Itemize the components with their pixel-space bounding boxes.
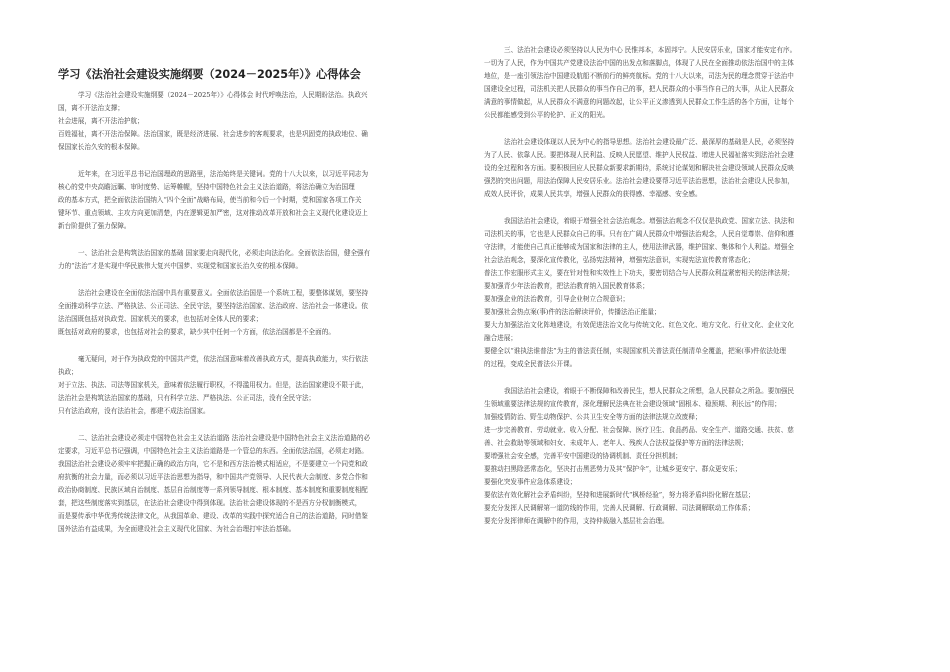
text-line: 设的全过程和各方面。要积极回应人民群众新要求新期待，系统讨论谋划和解决社会建设领域人民群众反映: [484, 164, 794, 172]
text-line: 法治社会是构筑法治国家的基础，只有科学立法、严格执法、公正司法，没有全民守法；: [58, 394, 316, 402]
text-line: 政治协商制度、民族区域自治制度、基层自治制度等一系列领导制度、根本制度、基本制度和重要制度相配: [58, 486, 368, 494]
text-line: 进一步完善教育、劳动就业、收入分配、社会保障、医疗卫生、食品药品、安全生产、道路交通、扶贫、慈: [484, 426, 794, 434]
text-line: 成效人民评价，成果人民共享，增强人民群众的获得感、幸福感、安全感。: [484, 190, 702, 198]
text-line: 全面推动科学立法、严格执法、公正司法、全民守法，要坚持法治国家、法治政府、法治社会一体建设。依: [58, 302, 368, 310]
text-line: 要加强企业的法治教育，引导企业树立合规意识；: [484, 295, 630, 303]
text-line: 公民都能感受到公平的伦护、正义的阳光。: [484, 111, 610, 119]
text-line: 守法律，才能使自己真正能够成为国家和法律的主人，使用法律武器，维护国家、集体和个人利益。增强全: [484, 243, 794, 251]
text-line: 国，离不开法治支撑；: [58, 104, 124, 112]
text-line: 要大力加强法治文化阵地建设，有效促进法治文化与传统文化、红色文化、地方文化、行业文化、企业文化: [484, 321, 794, 329]
text-line: 既包括对政府的要求，也包括对社会的要求，缺少其中任何一个方面，依法治国都是不全面的。: [58, 328, 335, 336]
text-line: 核心的党中央高瞻远瞩、审时度势、运筹帷幄，坚持中国特色社会主义法治道路，将法治确立为治国理: [58, 183, 355, 191]
text-line: 要健全以“谁执法谁普法”为主的普法责任制，实现国家机关普法责任制清单全覆盖，把案(事)件依法处理: [484, 347, 787, 355]
text-line: 为了人民、依靠人民。要把体现人民利益、反映人民愿望、维护人民权益、增进人民福祉落实到法治社会建: [484, 151, 794, 159]
text-line: 力的“法治”才是实现中华民族伟大复兴中国梦、实现党和国家长治久安的根本保障。: [58, 262, 303, 270]
text-line: 保国家长治久安的根本保障。: [58, 143, 144, 151]
text-line: 国外法治有益成果，为全面建设社会主义现代化国家、为社会治理打牢法治基础。: [58, 525, 296, 533]
text-line: 融合进展；: [484, 334, 517, 342]
text-line: 的过程，变成全民普法公开课。: [484, 360, 577, 368]
text-line: 强烈的突出问题，用法治保障人民安居乐业。法治社会建设要帮习近平法治思想，法治社会建设人民参加，: [484, 177, 794, 185]
text-line: 三、法治社会建设必须坚持以人民为中心 民惟邦本，本固邦宁。人民安居乐业，国家才能安定有序。: [504, 46, 797, 54]
text-line: 政的基本方式，把全面依法治国纳入“四个全面”战略布局，使当前和今后一个时期，党和国家各项工作关: [58, 196, 362, 204]
text-line: 生领域重要法律法规的宣传教育，深化理解民法典在社会建设领域“固根本、稳预期、利长远”的作用；: [484, 400, 781, 408]
text-line: 而是要传承中华优秀传统法律文化，从我国革命、建设、改革的实践中探究适合自己的法治道路，同时借鉴: [58, 512, 368, 520]
text-line: 一、法治社会是构筑法治国家的基础 国家要走向现代化，必须走向法治化。全面依法治国，健全强有: [78, 249, 371, 257]
text-line: 满意的事情做起，从人民群众不满意的问题改起，让公平正义渗透到人民群众工作生活的各个方面，让每个: [484, 98, 794, 106]
text-line: 善、社会救助等领域和妇女、未成年人、老年人、残疾人合法权益保护等方面的法律法规；: [484, 439, 748, 447]
text-line: 司法机关的事，它也是人民群众自己的事。只有在广阔人民群众中增强法治观念，人民自觉尊崇、信仰和遵: [484, 230, 794, 238]
text-line: 定要求，习近平总书记强调，中国特色社会主义法治道路是一个管总的东西。全面依法治国，必须走对路。: [58, 447, 368, 455]
text-line: 只有法治政府，没有法治社会，都建不成法治国家。: [58, 407, 210, 415]
text-line: 毫无疑问，对于作为执政党的中国共产党，依法治国意味着改善执政方式，提高执政能力，实行依法: [78, 355, 369, 363]
text-line: 法治国既包括对执政党、国家机关的要求，也包括对全体人民的要求；: [58, 315, 263, 323]
text-line: 要加强社会热点案(事)件的法治解读评价，传播法治正能量；: [484, 308, 661, 316]
text-line: 地位，是一座引领法治中国建设航船不断前行的鲜亮航标。党的十八大以来，司法为民的理念贯穿于法治中: [484, 72, 794, 80]
text-line: 要推动扫黑除恶常态化，坚决打击黑恶势力及其“保护伞”，让城乡更安宁、群众更安乐；: [484, 465, 742, 473]
text-line: 我国法治社会建设，着眼于不断保障和改善民生，想人民群众之所想，急人民群众之所急。要加强民: [504, 387, 795, 395]
text-line: 要充分发挥律师在调解中的作用，支持仲裁融入基层社会治理。: [484, 517, 669, 525]
text-line: 要加强青少年法治教育，把法治教育纳入国民教育体系；: [484, 282, 649, 290]
text-line: 社会进展，离不开法治护航；: [58, 117, 144, 125]
text-line: 学习《法治社会建设实施纲要（2024－2025年）》心得体会 时代呼唤法治，人民期盼法治。执政兴: [78, 91, 368, 99]
text-line: 要强化突发事件应急体系建设；: [484, 478, 577, 486]
text-line: 国建设全过程，司法机关把人民群众的事当作自己的事，把人民群众的小事当作自己的大事，从让人民群众: [484, 85, 794, 93]
text-line: 对于立法、执法、司法等国家机关，意味着依法履行职权，不得滥用权力。但是，法治国家建设不限于此，: [58, 381, 368, 389]
text-line: 我国法治社会建设必须牢牢把握正确的政治方向，它不是和西方法治模式相适应，不是要建立一个同党和政: [58, 460, 368, 468]
text-line: 要依法有效化解社会矛盾纠纷，坚持和进展新时代“枫桥经验”，努力将矛盾纠纷化解在基层；: [484, 491, 755, 499]
text-line: 府抗衡的社会力量，而必须以习近平法治思想为指导，和中国共产党领导、人民代表大会制度、多党合作和: [58, 473, 368, 481]
text-line: 法治社会建设在全面依法治国中具有重要意义。全面依法治国是一个系统工程，要整体谋划，要坚持: [78, 289, 369, 297]
text-line: 要增强社会安全感，完善平安中国建设的协调机制、责任分担机制；: [484, 452, 682, 460]
text-line: 普法工作宏服形式主义，要在针对性和实效性上下功夫，要密切结合与人民群众利益紧密相关的法律法规；: [484, 269, 794, 277]
text-line: 社会法治观念，要深化宣传教化，弘扬宪法精神，增强宪法意识，实现宪法宣传教育常态化；: [484, 256, 755, 264]
text-line: 套，把这些制度落实到基层，在法治社会建设中得到体现。法治社会建设体现的不是西方分权制衡模式，: [58, 499, 362, 507]
text-line: 键环节、重点领域、主攻方向更加清楚，内在逻辑更加严密，这对推动改革开放和社会主义现代化建设迈上: [58, 209, 368, 217]
text-line: 一切为了人民，作为中国共产党建设法治中国的出发点和落脚点，体现了人民在全面推动依法治国中的主体: [484, 59, 794, 67]
text-line: 执政；: [58, 368, 78, 376]
text-line: 二、法治社会建设必须走中国特色社会主义法治道路 法治社会建设是中国特色社会主义法治道路的必: [78, 434, 371, 442]
text-line: 我国法治社会建设，着眼于增强全社会法治观念。增强法治观念不仅仅是执政党、国家立法、执法和: [504, 217, 795, 225]
text-line: 要充分发挥人民调解第一道防线的作用，完善人民调解、行政调解、司法调解联动工作体系；: [484, 504, 755, 512]
document-title: 学习《法治社会建设实施纲要（2024－2025年）》心得体会: [58, 68, 361, 81]
text-line: 法治社会建设体现以人民为中心的指导思想。法治社会建设最广泛、最深厚的基础是人民，必须坚持: [504, 138, 795, 146]
text-line: 近年来，在习近平总书记治国理政的思路里，法治始终是关键词。党的十八大以来，以习近平同志为: [78, 170, 369, 178]
text-line: 新台阶提供了强力保障。: [58, 222, 131, 230]
text-line: 加强疫情防治、野生动物保护、公共卫生安全等方面的法律法规立改废释；: [484, 413, 702, 421]
text-line: 百姓福祉，离不开法治保障。法治国家，既是经济进展、社会进步的客观要求，也是巩固党的执政地位、确: [58, 130, 368, 138]
